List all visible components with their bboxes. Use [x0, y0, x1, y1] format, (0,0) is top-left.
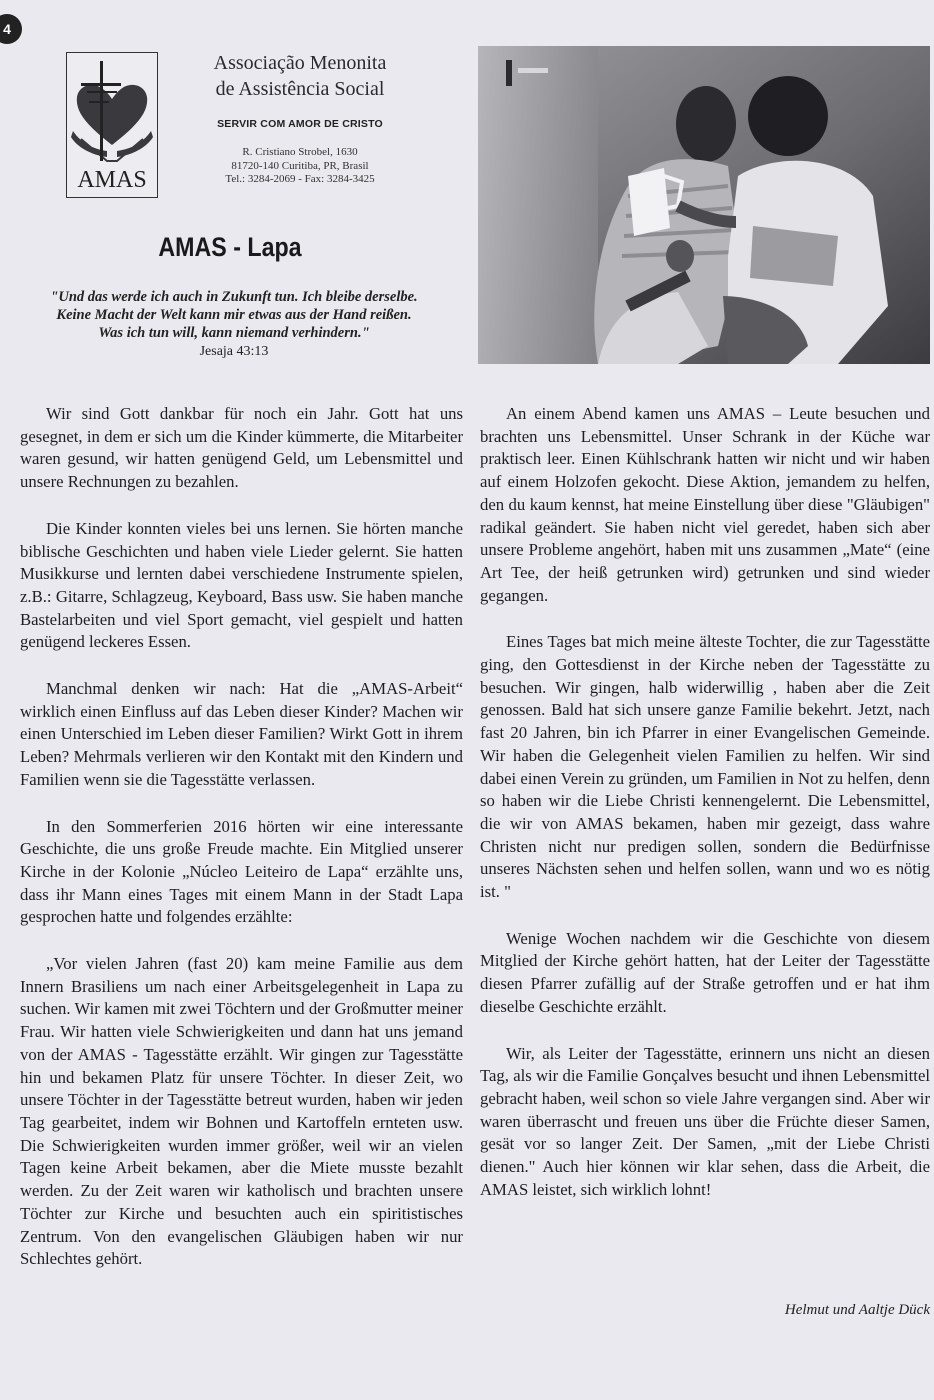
- article-paragraph: Wir, als Leiter der Tagesstätte, erinnern uns nicht an diesen Tag, als wir die Familie Gonçalves besucht und ihnen Lebensmittel gebracht haben, weil schon so viele Jahre vergangen sind. Aber wir waren überrascht und freuen uns über die Früchte dieser Samen, gesät vor so langer Zeit. Der Samen, „mit der Liebe Christi dienen." Auch hier können wir klar sehen, dass die Arbeit, die AMAS leistet, sich wirklich lohnt!: [480, 1043, 930, 1199]
- article-paragraph: Wir sind Gott dankbar für noch ein Jahr. Gott hat uns gesegnet, in dem er sich um die Kinder kümmerte, die Mitarbeiter waren gesund, wir hatten genügend Geld, um Lebensmittel und unsere Rechnungen zu bezahlen.: [20, 404, 463, 492]
- article-right-column: [480, 403, 930, 1202]
- article-photo: [478, 46, 930, 364]
- cross-heart-hands-logo-icon: [67, 53, 157, 197]
- article-paragraph: Wenige Wochen nachdem wir die Geschichte von diesem Mitglied der Kirche gehört hatten, hat der Leiter der Tagesstätte diesen Pfarrer zufällig auf der Straße getroffen und er hat ihm dieselbe Geschichte erzählt.: [480, 928, 930, 1016]
- organization-name-line1: Associação Menonita: [213, 52, 387, 74]
- address-line1: R. Cristiano Strobel, 1630: [242, 146, 358, 158]
- article-title: AMAS - Lapa: [158, 232, 302, 262]
- quote-line3: Was ich tun will, kann niemand verhindern.": [98, 325, 370, 341]
- organization-slogan: SERVIR COM AMOR DE CRISTO: [217, 118, 383, 130]
- article-paragraph: Manchmal denken wir nach: Hat die „AMAS-Arbeit“ wirklich einen Einfluss auf das Leben dieser Kinder? Machen wir einen Unterschied im Leben dieser Familien? Wirkt Gott in ihrem Leben? Mehrmals verlieren wir den Kontakt mit den Kindern und Familien wenn sie die Tagesstätte verlassen.: [20, 679, 463, 789]
- logo-text: AMAS: [77, 167, 147, 193]
- quote-line1: "Und das werde ich auch in Zukunft tun. Ich bleibe derselbe.: [50, 289, 418, 305]
- two-boys-pouring-tea-photo-icon: [478, 46, 930, 364]
- bible-quote: [18, 288, 450, 342]
- article-paragraph: „Vor vielen Jahren (fast 20) kam meine Familie aus dem Innern Brasiliens um nach einer Arbeitsgelegenheit in Lapa zu suchen. Wir kamen mit zwei Töchtern und der Großmutter meiner Frau. Wir hatten viele Schwierigkeiten und dann hat uns jemand von der AMAS - Tagesstätte erzählt. Wir gingen zur Tagesstätte hin und bekamen Platz für unsere Töchter. In dieser Zeit, wo unsere Töchter in der Tagesstätte betreut wurden, haben wir jeden Tag gearbeitet, indem wir Bohnen und Kartoffeln ernteten usw. Die Schwierigkeiten wurden immer größer, weil wir an vielen Tagen keine Arbeit bekamen, aber die Miete musste bezahlt werden. Zu der Zeit waren wir katholisch und brachten unsere Töchter zur Kirche und besuchten auch ein spiritistisches Zentrum. Von den evangelischen Gläubigen haben wir nur Schlechtes gehört.: [20, 954, 463, 1269]
- address-line2: 81720-140 Curitiba, PR, Brasil: [231, 159, 369, 172]
- article-paragraph: An einem Abend kamen uns AMAS – Leute besuchen und brachten uns Lebensmittel. Unser Schrank in der Küche war praktisch leer. Einen Kühlschrank hatten wir nicht und wir haben auf einem Holzofen gekocht. Diese Aktion, jemandem zu helfen, den du kaum kennst, hat meine Einstellung über diese "Gläubigen" radikal geändert. Sie haben nicht viel geredet, haben sich aber unsere Probleme angehört, haben mit uns zusammen „Mate“ (eine Art Tee, der heiß getrunken wird) getrunken und sind wieder gegangen.: [480, 404, 930, 605]
- article-left-column: [20, 403, 463, 1271]
- article-paragraph: In den Sommerferien 2016 hörten wir eine interessante Geschichte, die uns große Freude machte. Ein Mitglied unserer Kirche in der Kolonie „Núcleo Leiteiro de Lapa“ erzählte uns, dass ihr Mann eines Tages mit einem Mann in der Stadt Lapa gesprochen hatte und folgendes erzählte:: [20, 816, 463, 927]
- article-signature: Helmut und Aaltje Dück: [784, 1302, 930, 1318]
- page-number-badge: 4: [0, 14, 22, 44]
- amas-logo: [66, 52, 158, 198]
- organization-name: [180, 50, 420, 102]
- article-paragraph: Die Kinder konnten vieles bei uns lernen. Sie hörten manche biblische Geschichten und haben viele Lieder gelernt. Sie hatten Musikkurse und lernten dabei verschiedene Instrumente spielen, z.B.: Gitarre, Schlagzeug, Keyboard, Bass usw. Sie haben manche Bastelarbeiten und viel Sport gemacht, viel gespielt und hatten genügend leckeres Essen.: [20, 518, 463, 652]
- organization-address: [180, 146, 420, 187]
- quote-line2: Keine Macht der Welt kann mir etwas aus der Hand reißen.: [56, 307, 412, 323]
- quote-reference: Jesaja 43:13: [199, 344, 269, 359]
- article-paragraph: Eines Tages bat mich meine älteste Tochter, die zur Tagesstätte ging, den Gottesdienst in der Kirche neben der Tagesstätte zu besuchen. Wir gingen, halb widerwillig , haben aber die Zeit genossen. Bald hat sich unsere ganze Familie bekehrt. Jetzt, nach fast 20 Jahren, bin ich Pfarrer in einer Evangelischen Gemeinde. Wir haben die Gelegenheit vielen Familien zu helfen. Wir sind dabei einen Verein zu gründen, um Familien in Not zu helfen, denn so haben wir die Liebe Christi kennengelernt. Die Lebensmittel, die wir von AMAS bekamen, haben mir gezeigt, dass wahre Christen nicht nur predigen sollen, sondern die Bedürfnisse unseres Nächsten sehen und helfen sollen, wann und wo es nötig ist. ": [480, 632, 930, 902]
- address-line3: Tel.: 3284-2069 - Fax: 3284-3425: [225, 173, 375, 185]
- organization-name-line2: de Assistência Social: [215, 78, 385, 100]
